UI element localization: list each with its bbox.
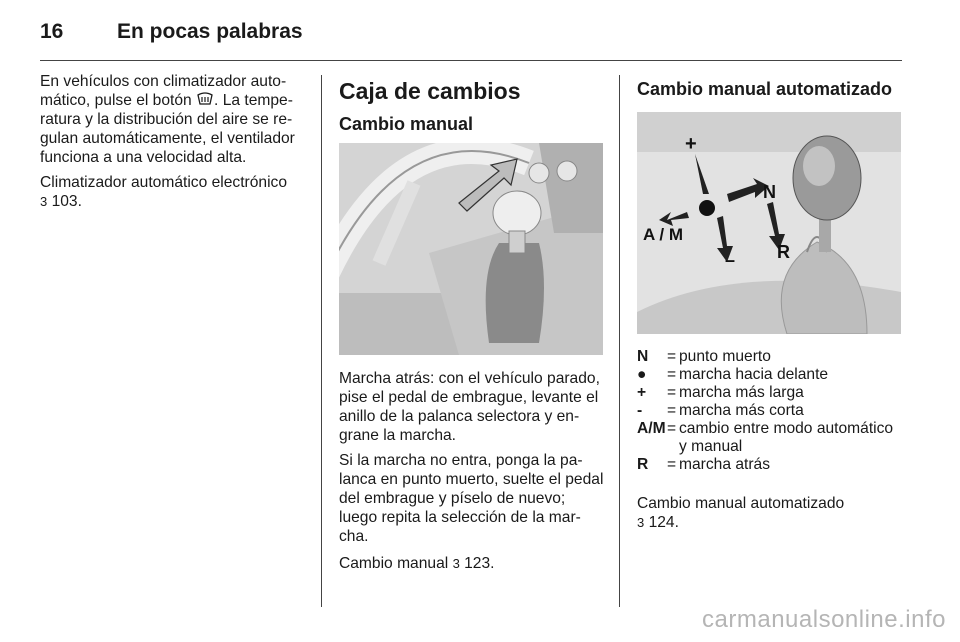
automated-gear-figure — [637, 112, 903, 334]
legend-row: + = marcha más larga — [637, 384, 804, 401]
gear-legend — [637, 348, 903, 474]
manual-gear-reference: Cambio manual 3 123. — [339, 555, 495, 572]
page-ref-number[interactable]: 123. — [459, 555, 495, 572]
legend-row: N = punto muerto — [637, 348, 771, 365]
defrost-icon — [196, 92, 214, 109]
climate-paragraph: En vehículos con climatizador automático, pulse el botón . La temperatura y la distribución del aire se regulan automáticamente, el ventilador funciona a una velocidad alta. — [40, 73, 295, 166]
reverse-gear-paragraph: Marcha atrás: con el vehículo parado, pise el pedal de embrague, levante el anillo de la palanca selectora y engrane la marcha. — [339, 370, 600, 444]
automated-gear-heading: Cambio manual automatizado — [637, 79, 893, 99]
page-header — [40, 18, 902, 61]
automated-gear-lever-illustration — [637, 112, 901, 334]
page-number: 16 — [40, 20, 64, 43]
legend-row: R = marcha atrás — [637, 456, 770, 473]
section-heading: Caja de cambios — [339, 78, 521, 104]
legend-row: A/M = cambio entre modo automático y manual — [637, 420, 894, 455]
page-ref-number[interactable]: 124. — [644, 514, 679, 531]
page-ref-arrow-icon: 3 — [452, 556, 460, 571]
manual-gear-lever-illustration — [339, 143, 603, 355]
watermark: carmanualsonline.info — [702, 606, 946, 633]
page-ref-number[interactable]: 103. — [47, 193, 82, 210]
legend-row: - = marcha más corta — [637, 402, 804, 419]
column-divider-2 — [619, 75, 620, 607]
figure-label-am: A / M — [643, 225, 683, 244]
gear-retry-paragraph: Si la marcha no entra, ponga la palanca en punto muerto, suelte el pedal del embrague y píselo de nuevo; luego repita la selección de la marcha. — [339, 452, 604, 545]
figure-label-minus: – — [725, 250, 736, 270]
page-ref-arrow-icon: 3 — [40, 194, 48, 209]
manual-gear-figure — [339, 143, 605, 355]
column-3 — [637, 72, 903, 538]
figure-label-plus: + — [685, 133, 697, 155]
figure-label-n: N — [763, 182, 776, 202]
subsection-heading: Cambio manual — [339, 114, 474, 134]
climate-reference: Climatizador automático electrónico 3 103. — [40, 174, 288, 210]
automated-gear-reference: Cambio manual automatizado 3 124. — [637, 495, 845, 531]
figure-label-r: R — [777, 242, 790, 262]
column-divider-1 — [321, 75, 322, 607]
legend-row: ● = marcha hacia delante — [637, 366, 829, 383]
page-ref-arrow-icon: 3 — [637, 515, 645, 530]
column-2 — [339, 72, 605, 579]
header-title: En pocas palabras — [117, 20, 303, 43]
column-1 — [40, 72, 306, 217]
